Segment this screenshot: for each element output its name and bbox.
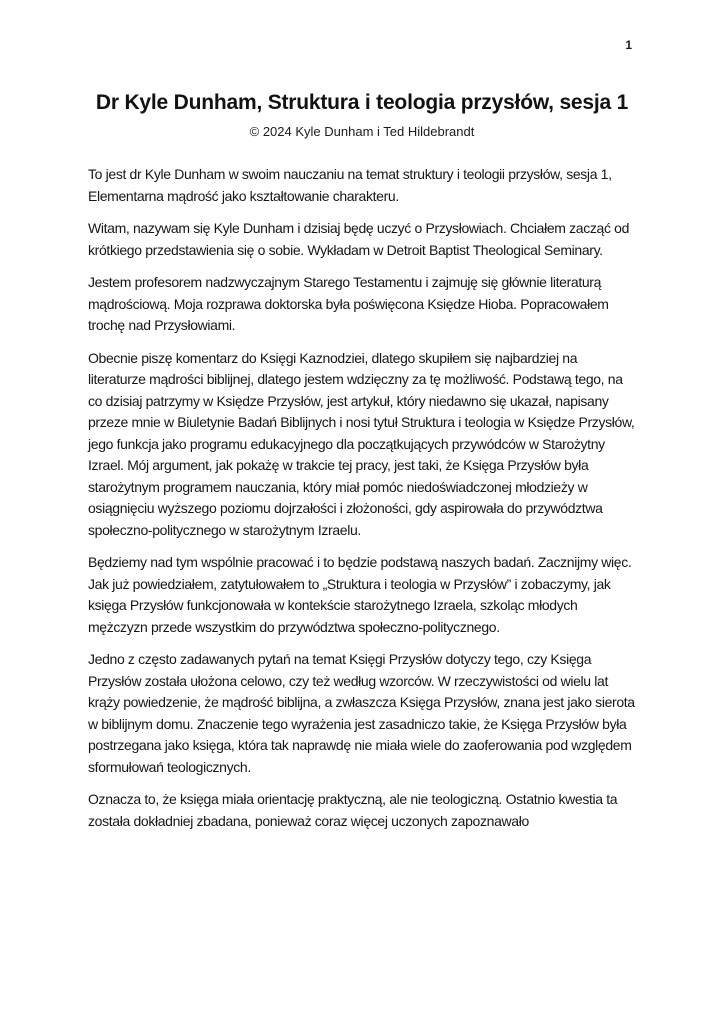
copyright-line: © 2024 Kyle Dunham i Ted Hildebrandt — [249, 124, 475, 139]
document-body — [88, 164, 638, 832]
document-title: Dr Kyle Dunham, Struktura i teologia przysłów, sesja 1 — [95, 91, 629, 114]
page-number: 1 — [625, 38, 632, 52]
paragraph-article: Obecnie piszę komentarz do Księgi Kaznodziei, dlatego skupiłem się najbardziej na literaturze mądrości biblijnej, dlatego jestem wdzięczny za tę możliwość. Podstawą tego, na co dzisiaj patrzymy w Księdze Przysłów, jest artykuł, który niedawno się ukazał, napisany przeze mnie w Biuletynie Badań Biblijnych i nosi tytuł Struktura i teologia w Księdze Przysłów, jego funkcja jako programu edukacyjnego dla początkujących przywódców w Starożytny Izrael. Mój argument, jak pokażę w trakcie tej pracy, jest taki, że Księga Przysłów była starożytnym programem nauczania, który miał pomóc niedoświadczonej młodzieży w osiągnięciu wyższego poziomu dojrzałości i złożoności, gdy aspirowała do przywództwa społeczno-politycznego w starożytnym Izraelu. — [88, 349, 635, 538]
document-header — [0, 0, 724, 140]
paragraph-intro: To jest dr Kyle Dunham w swoim nauczaniu na temat struktury i teologii przysłów, sesja 1, Elementarna mądrość jako kształtowanie charakteru. — [88, 166, 612, 204]
paragraph-greeting: Witam, nazywam się Kyle Dunham i dzisiaj będę uczyć o Przysłowiach. Chciałem zacząć od krótkiego przedstawienia się o sobie. Wykładam w Detroit Baptist Theological Seminary. — [88, 220, 630, 258]
paragraph-professor: Jestem profesorem nadzwyczajnym Starego Testamentu i zajmuję się głównie literaturą mądrościową. Moja rozprawa doktorska była poświęcona Księdze Hioba. Popracowałem trochę nad Przysłowiami. — [88, 274, 609, 333]
paragraph-orphan-question: Jedno z często zadawanych pytań na temat Księgi Przysłów dotyczy tego, czy Księga Przysłów została ułożona celowo, czy też według wzorców. W rzeczywistości od wielu lat krąży powiedzenie, że mądrość biblijna, a zwłaszcza Księga Przysłów, znana jest jako sierota w biblijnym domu. Znaczenie tego wyrażenia jest zasadniczo takie, że Księga Przysłów była postrzegana jako księga, która tak naprawdę nie miała wiele do zaoferowania pod względem sformułowań teologicznych. — [88, 651, 635, 775]
paragraph-practical-orientation: Oznacza to, że księga miała orientację praktyczną, ale nie teologiczną. Ostatnio kwestia ta została dokładniej zbadana, ponieważ coraz więcej uczonych zapoznawało — [88, 791, 618, 829]
paragraph-plan: Będziemy nad tym wspólnie pracować i to będzie podstawą naszych badań. Zacznijmy więc. Jak już powiedziałem, zatytułowałem to „Struktura i teologia w Przysłów” i zobaczymy, jak księga Przysłów funkcjonowała w kontekście starożytnego Izraela, szkoląc młodych mężczyzn przede wszystkim do przywództwa społeczno-politycznego. — [88, 554, 632, 635]
